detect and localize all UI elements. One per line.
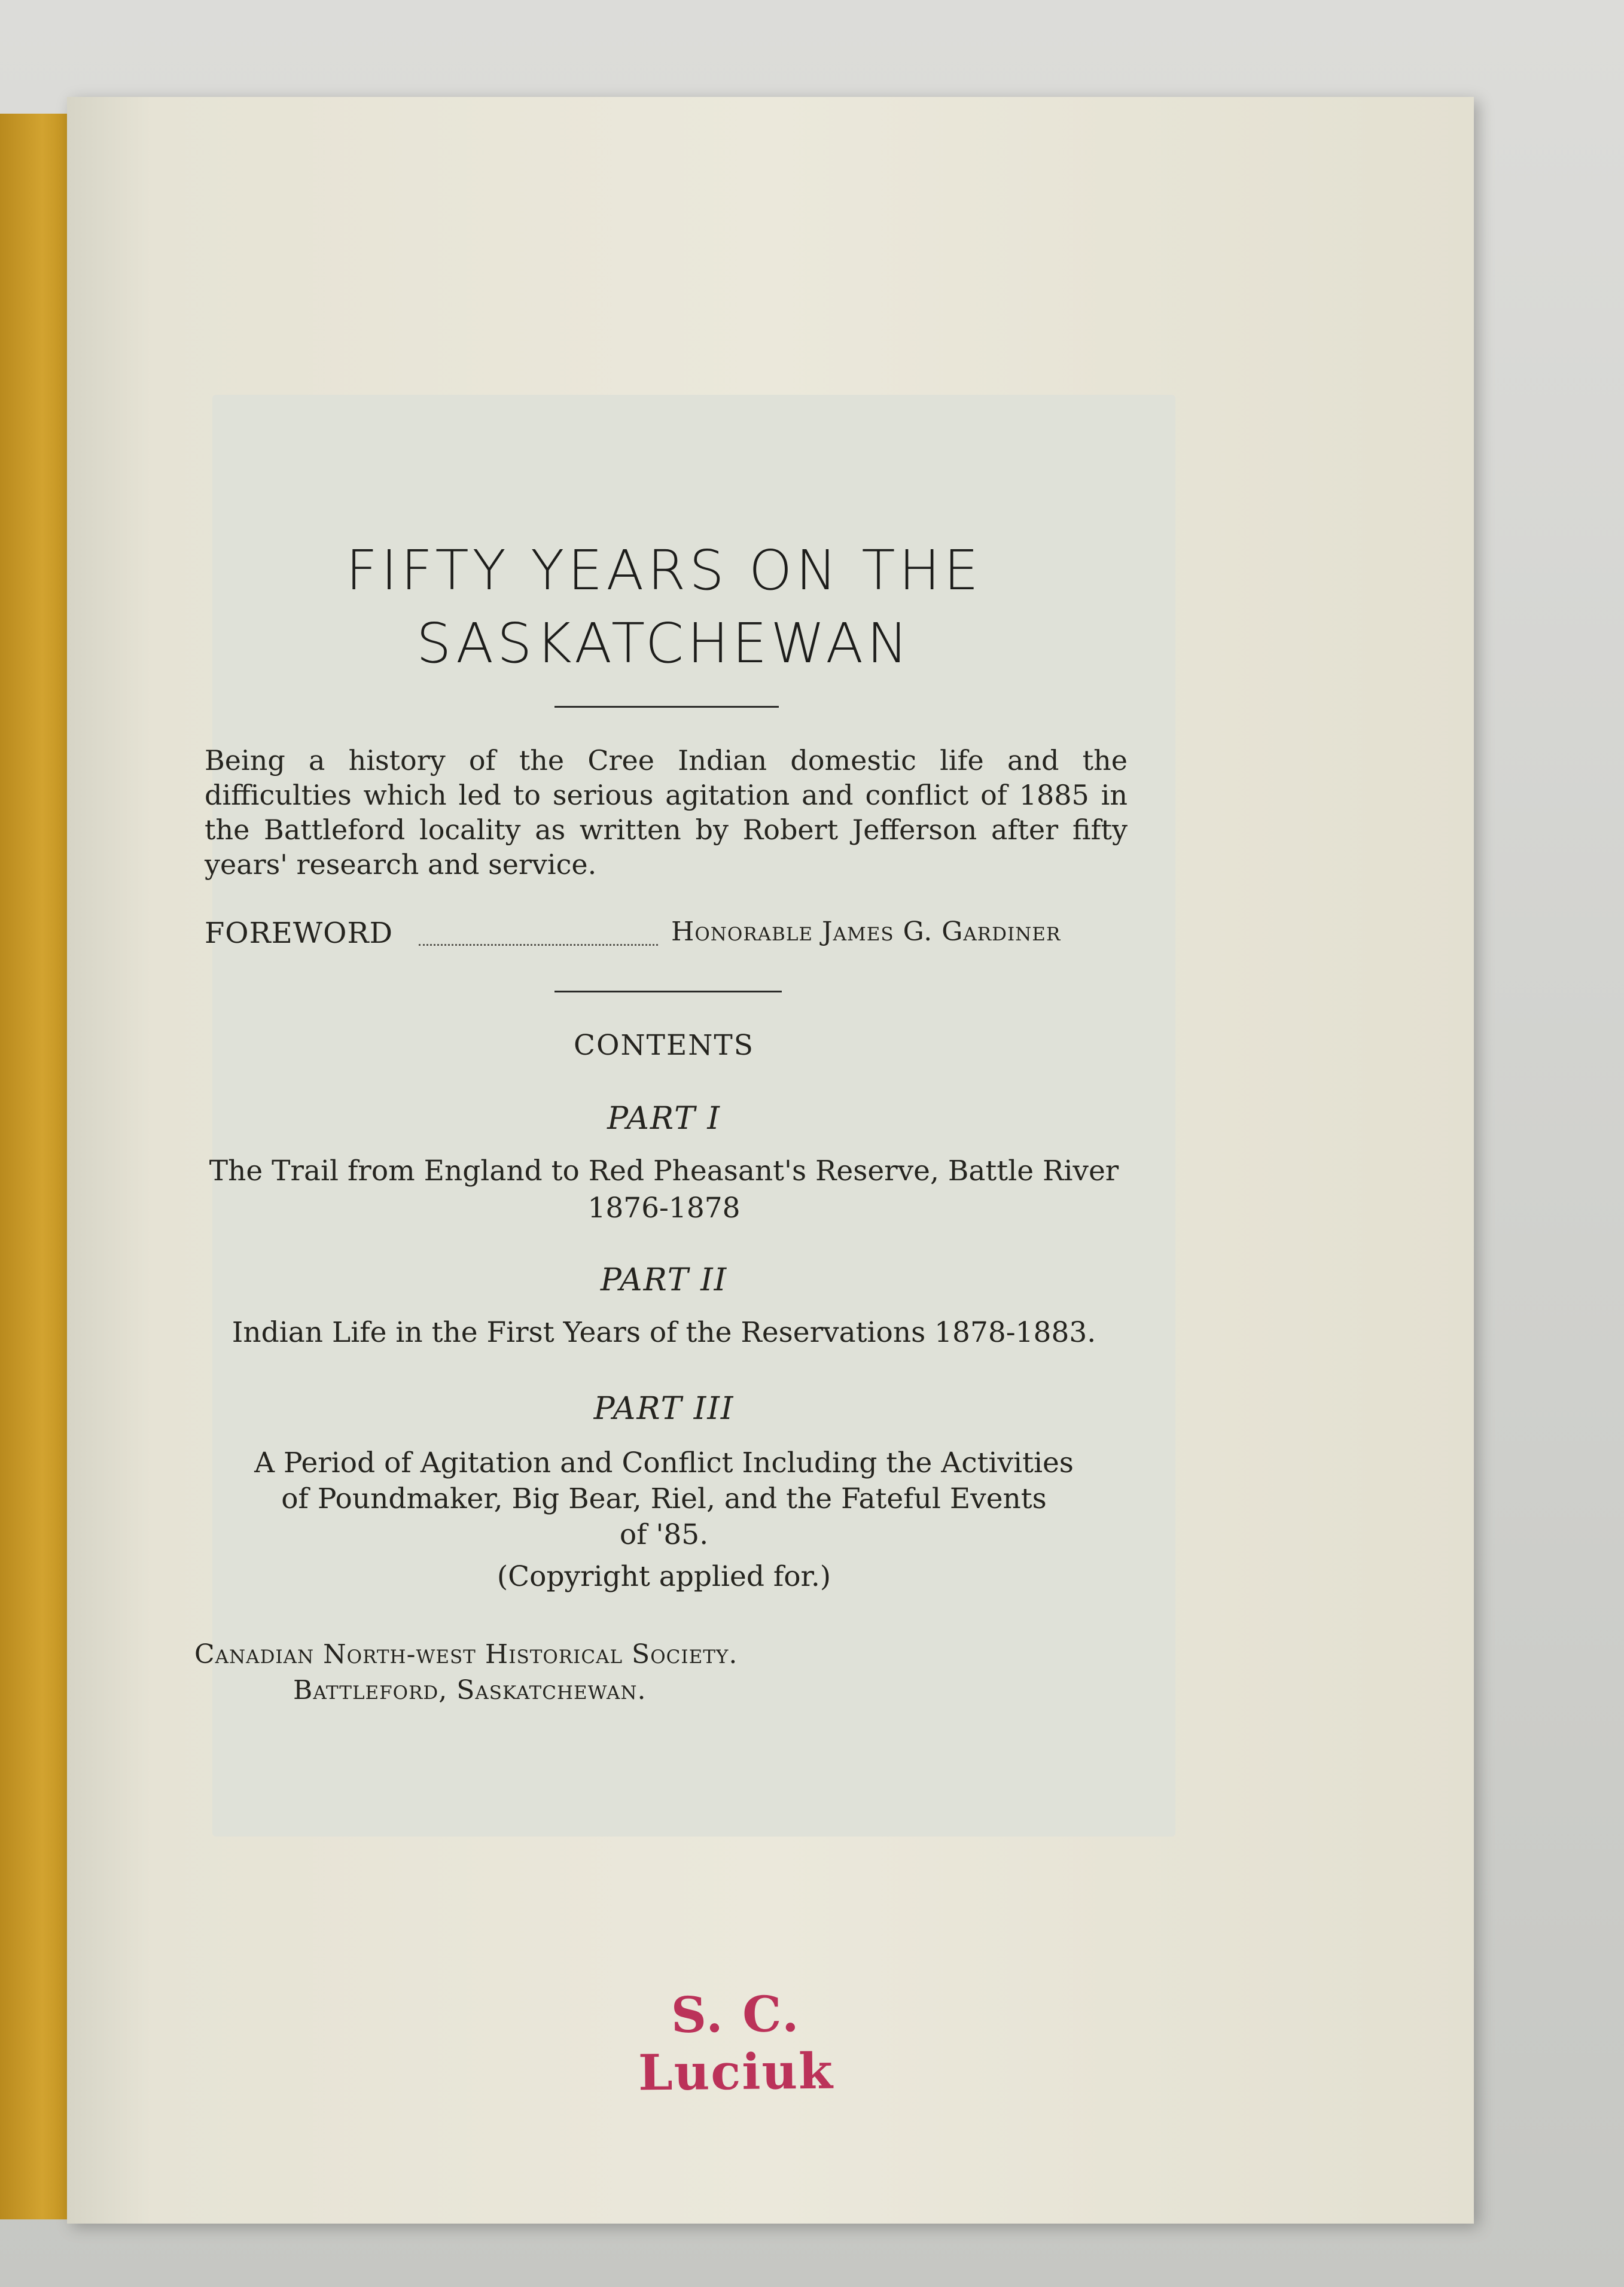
- copyright-notice: (Copyright applied for.): [496, 1560, 831, 1593]
- part-description: The Trail from England to Red Pheasant's Reserve, Battle River: [209, 1155, 1119, 1187]
- divider-rule: [554, 706, 779, 708]
- part-description: Indian Life in the First Years of the Reservations 1878-1883.: [231, 1316, 1096, 1349]
- part-description: 1876-1878: [587, 1192, 741, 1225]
- contents-heading: CONTENTS: [574, 1029, 754, 1062]
- foreword-author: Honorable James G. Gardiner: [671, 916, 1061, 947]
- book-title-line-1: FIFTY YEARS ON THE: [346, 538, 982, 602]
- foreword-label: FOREWORD: [205, 916, 394, 950]
- part-description: of '85.: [619, 1518, 709, 1551]
- divider-rule: [554, 991, 782, 992]
- part-description: of Poundmaker, Big Bear, Riel, and the Fateful Events: [281, 1482, 1047, 1515]
- book-cover-edge: [0, 114, 72, 2219]
- publisher-name: Canadian North-west Historical Society.: [194, 1639, 738, 1670]
- owner-stamp: S. C. Luciuk: [638, 1985, 834, 2102]
- dotted-leader: [419, 944, 658, 946]
- part-heading: PART II: [600, 1262, 728, 1298]
- description-paragraph: Being a history of the Cree Indian domestic life and the difficulties which led to serious agitation and conflict of 1885 in the Battleford locality as written by Robert Jefferson after fifty years' research and service.: [205, 744, 1128, 881]
- part-heading: PART I: [607, 1101, 721, 1137]
- book-title-line-2: SASKATCHEWAN: [416, 611, 912, 675]
- publisher-location: Battleford, Saskatchewan.: [293, 1675, 647, 1706]
- part-description: A Period of Agitation and Conflict Including the Activities: [254, 1446, 1074, 1479]
- part-heading: PART III: [593, 1391, 735, 1427]
